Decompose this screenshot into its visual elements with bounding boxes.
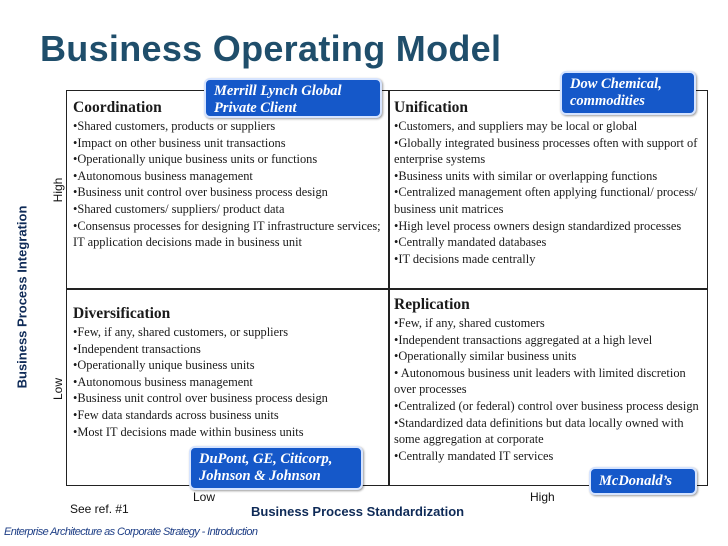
list-item: •Business unit control over business process design <box>73 391 328 406</box>
list-item: •Autonomous business management <box>73 168 253 183</box>
y-axis-low-label: Low <box>51 377 65 401</box>
callout-dupont <box>189 446 363 490</box>
callout-line: commodities <box>570 93 645 109</box>
x-axis-label: Business Process Standardization <box>251 504 465 519</box>
list-item: •Few, if any, shared customers <box>394 316 545 330</box>
callout-line: Johnson & Johnson <box>199 468 321 484</box>
list-item: •Shared customers/ suppliers/ product data <box>73 201 285 216</box>
list-item: •Operationally similar business units <box>394 349 577 364</box>
quadrant-title: Replication <box>394 296 470 313</box>
list-item: •Operationally unique business units <box>73 358 255 373</box>
reference-note: See ref. #1 <box>70 502 129 516</box>
list-item: •Consensus processes for designing IT infrastructure services; IT application decisions made in business unit <box>73 218 381 250</box>
quadrant-title: Diversification <box>73 305 171 322</box>
grid-divider-horizontal <box>66 288 708 290</box>
slide-title: Business Operating Model <box>40 28 502 69</box>
list-item: •Business units with similar or overlapping functions <box>394 168 658 183</box>
callout-line: Dow Chemical, <box>570 76 662 92</box>
list-item: •Impact on other business unit transactions <box>73 135 286 150</box>
y-axis-high-label: High <box>51 177 65 203</box>
list-item: •Few, if any, shared customers, or suppliers <box>73 325 289 339</box>
list-item: •Globally integrated business processes often with support of enterprise systems <box>394 135 698 167</box>
x-axis-high-label: High <box>530 490 555 504</box>
list-item: •Centralized management often applying functional/ process/ business unit matrices <box>394 185 698 216</box>
list-item: •Shared customers, products or suppliers <box>73 119 276 133</box>
list-item: • Autonomous business unit leaders with limited discretion over processes <box>394 365 686 397</box>
y-axis-label: Business Process Integration <box>14 205 30 389</box>
quadrant-replication <box>394 295 702 464</box>
quadrant-coordination <box>73 98 383 251</box>
list-item: •Operationally unique business units or functions <box>73 152 318 167</box>
list-item: •Standardized data definitions but data locally owned with some aggregation at corporate <box>394 415 684 447</box>
list-item: •IT decisions made centrally <box>394 251 536 266</box>
x-axis-low-label: Low <box>193 490 216 504</box>
list-item: •Customers, and suppliers may be local or global <box>394 119 638 133</box>
list-item: •Centrally mandated IT services <box>394 448 554 463</box>
list-item: •Most IT decisions made within business units <box>73 424 304 439</box>
quadrant-diversification <box>73 304 383 440</box>
callout-line: McDonald’s <box>599 473 673 489</box>
list-item: •Business unit control over business process design <box>73 185 328 200</box>
slide-footer: Enterprise Architecture as Corporate Strategy - Introduction <box>4 526 258 538</box>
list-item: •Autonomous business management <box>73 374 253 389</box>
list-item: •High level process owners design standardized processes <box>394 218 682 233</box>
callout-line: Merrill Lynch Global <box>214 83 342 99</box>
quadrant-title: Coordination <box>73 99 162 116</box>
list-item: •Independent transactions <box>73 341 201 356</box>
quadrant-title: Unification <box>394 99 469 116</box>
quadrant-unification <box>394 98 702 267</box>
list-item: •Centrally mandated databases <box>394 235 547 250</box>
list-item: •Independent transactions aggregated at a high level <box>394 332 653 347</box>
list-item: •Few data standards across business units <box>73 407 279 422</box>
callout-line: DuPont, GE, Citicorp, <box>199 451 333 467</box>
callout-dow-chemical <box>560 71 696 115</box>
list-item: •Centralized (or federal) control over business process design <box>394 398 699 413</box>
callout-mcdonalds <box>589 467 697 495</box>
callout-line: Private Client <box>214 100 297 116</box>
callout-merrill-lynch <box>204 78 382 118</box>
